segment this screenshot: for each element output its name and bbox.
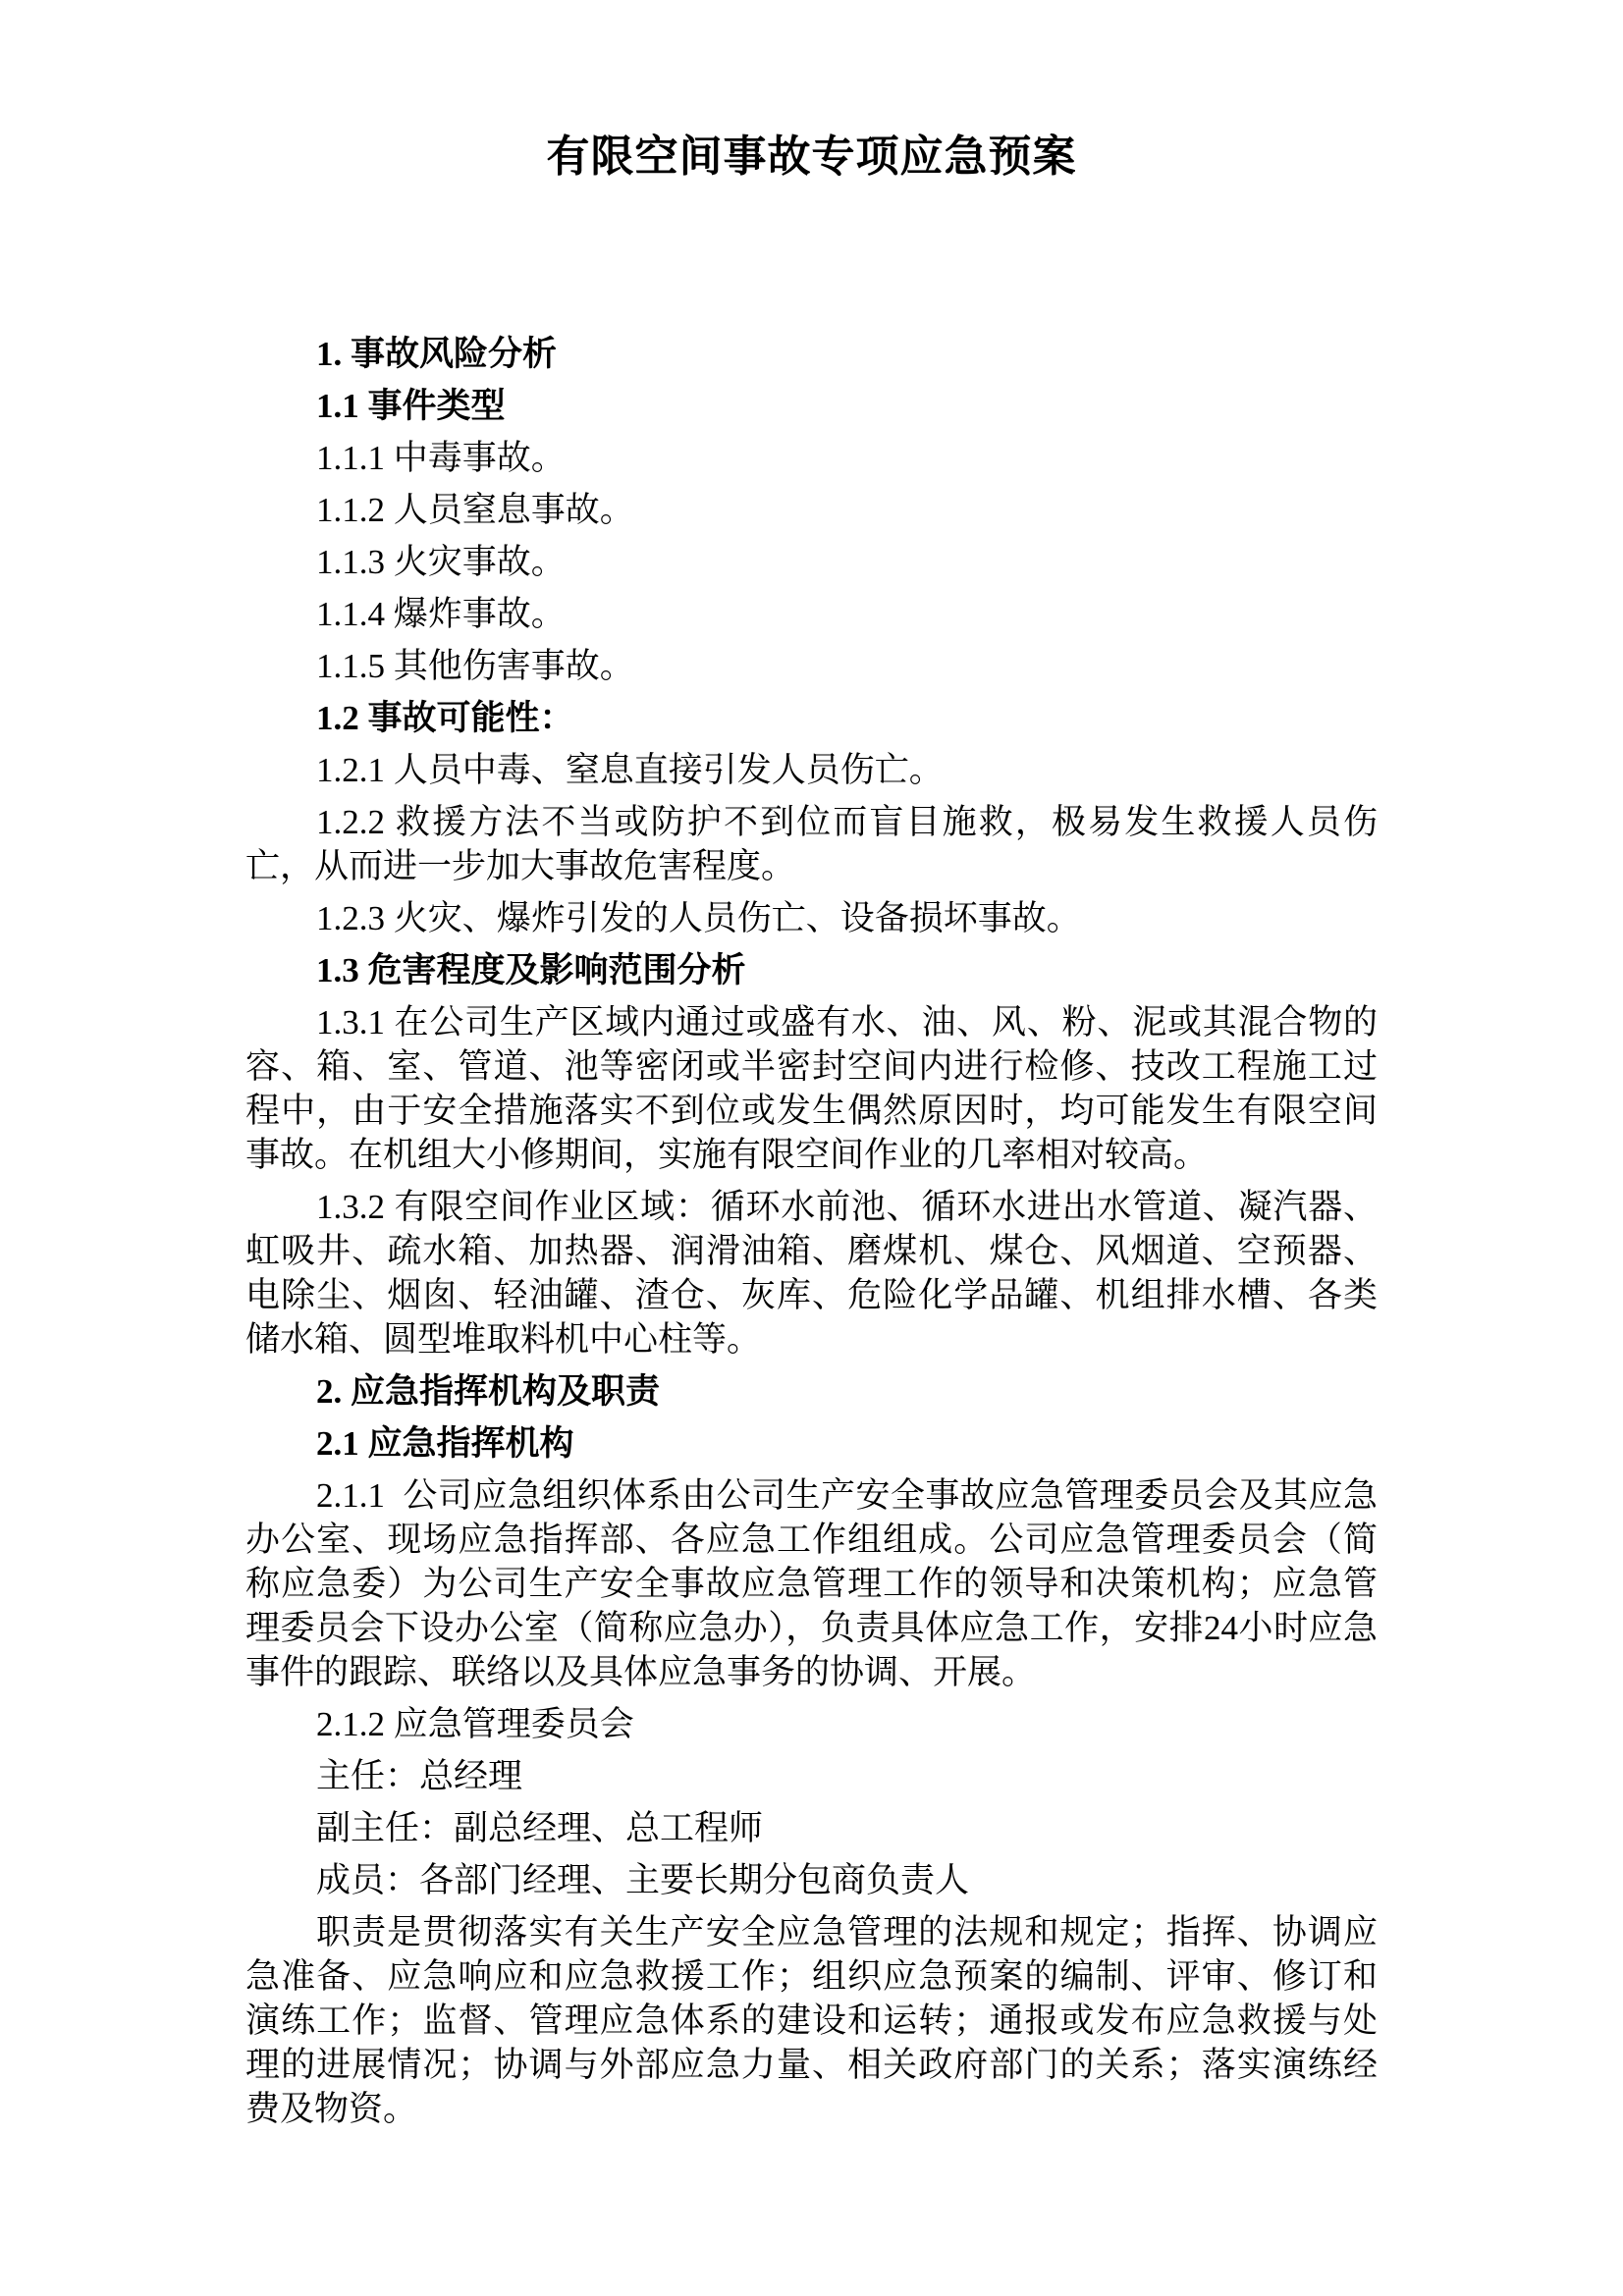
document-body	[245, 332, 1378, 2131]
paragraph: 1.1.3 火灾事故。	[316, 543, 566, 581]
paragraph: 2.1.1 公司应急组织体系由公司生产安全事故应急管理委员会及其应急办公室、现场应急指挥部、各应急工作组组成。公司应急管理委员会（简称应急委）为公司生产安全事故应急管理工作的领导和决策机构；应急管理委员会下设办公室（简称应急办），负责具体应急工作，安排24小时应急事件的跟踪、联络以及具体应急事务的协调、开展。	[245, 1476, 1378, 1691]
paragraph: 1.1.1 中毒事故。	[316, 439, 566, 477]
paragraph: 2.1.2 应急管理委员会	[316, 1705, 634, 1743]
paragraph: 1.2.1 人员中毒、窒息直接引发人员伤亡。	[316, 751, 944, 789]
document-title: 有限空间事故专项应急预案	[546, 133, 1077, 181]
paragraph: 1.1.5 其他伤害事故。	[316, 647, 634, 685]
subsection-heading: 1.1 事件类型	[316, 387, 506, 425]
paragraph: 1.3.1 在公司生产区域内通过或盛有水、油、风、粉、泥或其混合物的容、箱、室、管道、池等密闭或半密封空间内进行检修、技改工程施工过程中，由于安全措施落实不到位或发生偶然原因时，均可能发生有限空间事故。在机组大小修期间，实施有限空间作业的几率相对较高。	[245, 1003, 1378, 1174]
paragraph: 1.2.2 救援方法不当或防护不到位而盲目施救，极易发生救援人员伤亡，从而进一步加大事故危害程度。	[245, 803, 1378, 885]
paragraph: 副主任：副总经理、总工程师	[316, 1809, 764, 1847]
paragraph: 1.3.2 有限空间作业区域：循环水前池、循环水进出水管道、凝汽器、虹吸井、疏水箱、加热器、润滑油箱、磨煤机、煤仓、风烟道、空预器、电除尘、烟囱、轻油罐、渣仓、灰库、危险化学品罐、机组排水槽、各类储水箱、圆型堆取料机中心柱等。	[245, 1188, 1378, 1359]
paragraph: 成员：各部门经理、主要长期分包商负责人	[316, 1861, 970, 1899]
section-heading: 2. 应急指挥机构及职责	[316, 1372, 661, 1411]
paragraph: 1.1.4 爆炸事故。	[316, 595, 566, 633]
paragraph: 职责是贯彻落实有关生产安全应急管理的法规和规定；指挥、协调应急准备、应急响应和应急救援工作；组织应急预案的编制、评审、修订和演练工作；监督、管理应急体系的建设和运转；通报或发布应急救援与处理的进展情况；协调与外部应急力量、相关政府部门的关系；落实演练经费及物资。	[245, 1913, 1378, 2128]
paragraph: 1.1.2 人员窒息事故。	[316, 491, 634, 529]
section-heading: 1. 事故风险分析	[316, 335, 558, 373]
subsection-heading: 2.1 应急指挥机构	[316, 1424, 574, 1463]
paragraph: 主任：总经理	[316, 1757, 523, 1795]
subsection-heading: 1.2 事故可能性：	[316, 699, 574, 737]
paragraph: 1.2.3 火灾、爆炸引发的人员伤亡、设备损坏事故。	[316, 899, 1081, 937]
subsection-heading: 1.3 危害程度及影响范围分析	[316, 951, 746, 989]
